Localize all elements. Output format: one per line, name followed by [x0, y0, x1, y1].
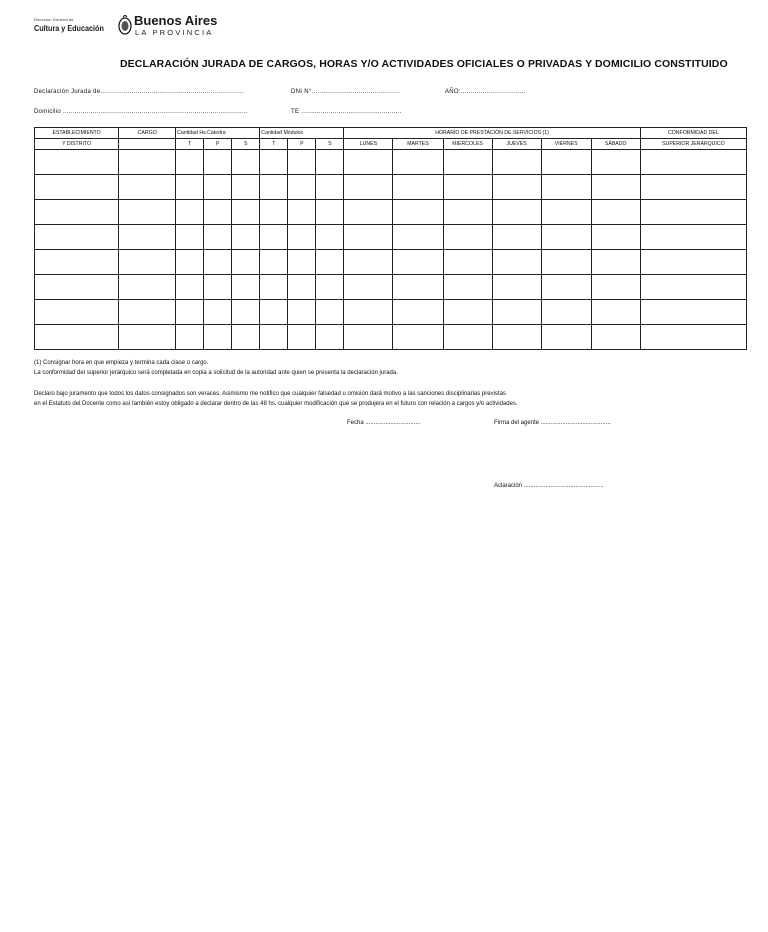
table-cell[interactable]	[640, 275, 746, 300]
table-cell[interactable]	[541, 175, 591, 200]
dni-field[interactable]: DNI N°.............................................	[291, 89, 401, 95]
table-cell[interactable]	[541, 250, 591, 275]
table-cell[interactable]	[492, 150, 541, 175]
table-cell[interactable]	[119, 325, 176, 350]
table-cell[interactable]	[541, 225, 591, 250]
table-cell[interactable]	[443, 200, 492, 225]
table-cell[interactable]	[492, 200, 541, 225]
table-cell[interactable]	[443, 175, 492, 200]
table-cell[interactable]	[204, 275, 232, 300]
table-cell[interactable]	[204, 300, 232, 325]
table-cell[interactable]	[541, 275, 591, 300]
col-cargo-blank	[119, 139, 176, 150]
table-cell[interactable]	[119, 250, 176, 275]
table-cell[interactable]	[232, 200, 260, 225]
table-cell[interactable]	[119, 225, 176, 250]
col-catedra-s: S	[232, 139, 260, 150]
table-cell[interactable]	[393, 275, 443, 300]
table-cell[interactable]	[591, 300, 640, 325]
table-cell[interactable]	[288, 250, 316, 275]
table-cell[interactable]	[393, 325, 443, 350]
col-modulos-s: S	[316, 139, 344, 150]
table-cell[interactable]	[344, 225, 393, 250]
col-catedra-p: P	[204, 139, 232, 150]
table-row	[35, 225, 747, 250]
note-1: (1) Consignar hora en que empieza y termina cada clase o cargo.	[34, 360, 209, 366]
table-row	[35, 300, 747, 325]
col-day-martes: MARTES	[393, 139, 443, 150]
table-cell[interactable]	[591, 225, 640, 250]
col-day-lunes: LUNES	[344, 139, 393, 150]
table-cell[interactable]	[393, 150, 443, 175]
table-cell[interactable]	[232, 150, 260, 175]
table-cell[interactable]	[204, 225, 232, 250]
table-cell[interactable]	[393, 250, 443, 275]
table-cell[interactable]	[35, 250, 119, 275]
col-cant-modulos: Cantidad Módulos	[260, 128, 344, 139]
col-superior: SUPERIOR JERÁRQUICO	[640, 139, 746, 150]
fecha-field[interactable]: Fecha .................................	[347, 420, 421, 426]
col-day-jueves: JUEVES	[492, 139, 541, 150]
table-row	[35, 175, 747, 200]
table-cell[interactable]	[316, 325, 344, 350]
table-cell[interactable]	[260, 325, 288, 350]
table-cell[interactable]	[541, 150, 591, 175]
table-cell[interactable]	[492, 325, 541, 350]
table-cell[interactable]	[232, 250, 260, 275]
table-cell[interactable]	[288, 175, 316, 200]
col-day-viernes: VIERNES	[541, 139, 591, 150]
table-cell[interactable]	[492, 300, 541, 325]
table-cell[interactable]	[232, 225, 260, 250]
table-row	[35, 200, 747, 225]
table-cell[interactable]	[232, 175, 260, 200]
table-cell[interactable]	[35, 200, 119, 225]
domicilio-field[interactable]: Domicilio ..............................................................................................	[34, 109, 248, 115]
table-cell[interactable]	[344, 300, 393, 325]
table-cell[interactable]	[35, 150, 119, 175]
anio-field[interactable]: AÑO:.................................	[445, 89, 526, 95]
table-cell[interactable]	[35, 175, 119, 200]
table-cell[interactable]	[591, 275, 640, 300]
table-cell[interactable]	[288, 200, 316, 225]
table-cell[interactable]	[393, 300, 443, 325]
table-cell[interactable]	[176, 200, 204, 225]
header-logo	[34, 14, 234, 40]
table-cell[interactable]	[288, 300, 316, 325]
table-cell[interactable]	[316, 275, 344, 300]
table-cell[interactable]	[260, 250, 288, 275]
table-cell[interactable]	[176, 275, 204, 300]
table-cell[interactable]	[119, 200, 176, 225]
col-modulos-p: P	[288, 139, 316, 150]
table-cell[interactable]	[176, 150, 204, 175]
table-cell[interactable]	[288, 225, 316, 250]
table-cell[interactable]	[316, 250, 344, 275]
table-cell[interactable]	[288, 325, 316, 350]
table-cell[interactable]	[591, 325, 640, 350]
table-cell[interactable]	[119, 275, 176, 300]
col-cargo: CARGO	[119, 128, 176, 139]
table-cell[interactable]	[443, 300, 492, 325]
logo-la-provincia: LA PROVINCIA	[135, 28, 214, 37]
table-cell[interactable]	[393, 175, 443, 200]
table-cell[interactable]	[204, 175, 232, 200]
table-header-row	[35, 128, 747, 139]
table-cell[interactable]	[119, 300, 176, 325]
logo-dg-main: Cultura y Educación	[34, 23, 104, 33]
table-cell[interactable]	[176, 225, 204, 250]
table-cell[interactable]	[443, 250, 492, 275]
table-cell[interactable]	[344, 175, 393, 200]
table-body	[35, 150, 747, 350]
table-cell[interactable]	[288, 275, 316, 300]
table-cell[interactable]	[344, 200, 393, 225]
table-cell[interactable]	[492, 275, 541, 300]
table-cell[interactable]	[35, 325, 119, 350]
table-cell[interactable]	[35, 225, 119, 250]
table-cell[interactable]	[260, 275, 288, 300]
table-cell[interactable]	[119, 175, 176, 200]
table-cell[interactable]	[591, 200, 640, 225]
table-cell[interactable]	[176, 250, 204, 275]
table-cell[interactable]	[443, 325, 492, 350]
table-cell[interactable]	[176, 325, 204, 350]
note-2: La conformidad del superior jerárquico será completada en copia a solicitud de la autoridad ante quien se presenta la declaración jurada.	[34, 370, 398, 376]
col-establecimiento: ESTABLECIMIENTO	[35, 128, 119, 139]
logo-dg-small: Dirección General de	[34, 17, 74, 22]
col-conformidad: CONFORMIDAD DEL	[640, 128, 746, 139]
table-cell[interactable]	[344, 150, 393, 175]
table-cell[interactable]	[316, 175, 344, 200]
table-cell[interactable]	[260, 225, 288, 250]
page-title: DECLARACIÓN JURADA DE CARGOS, HORAS Y/O ACTIVIDADES OFICIALES O PRIVADAS Y DOMICILIO CONSTITUIDO	[120, 58, 728, 70]
col-modulos-t: T	[260, 139, 288, 150]
table-cell[interactable]	[260, 200, 288, 225]
table-cell[interactable]	[260, 175, 288, 200]
table-cell[interactable]	[204, 150, 232, 175]
col-distrito: Y DISTRITO	[35, 139, 119, 150]
te-field[interactable]: TE ...................................................	[291, 109, 402, 115]
table-cell[interactable]	[640, 150, 746, 175]
declaracion-field[interactable]: Declaración Jurada de.........................................................................	[34, 89, 244, 95]
table-row	[35, 325, 747, 350]
col-horario: HORARIO DE PRESTACIÓN DE SERVICIOS (1)	[344, 128, 640, 139]
table-cell[interactable]	[443, 150, 492, 175]
table-cell[interactable]	[232, 300, 260, 325]
table-cell[interactable]	[35, 275, 119, 300]
table-cell[interactable]	[35, 300, 119, 325]
col-day-miercoles: MIÉRCOLES	[443, 139, 492, 150]
table-row	[35, 150, 747, 175]
logo-buenos-aires: Buenos Aires	[134, 13, 218, 28]
table-cell[interactable]	[316, 225, 344, 250]
cargos-table	[34, 127, 747, 350]
table-cell[interactable]	[393, 200, 443, 225]
table-row	[35, 275, 747, 300]
table-cell[interactable]	[204, 200, 232, 225]
table-row	[35, 250, 747, 275]
table-cell[interactable]	[443, 225, 492, 250]
firma-field[interactable]: Firma del agente ..........................................	[494, 420, 611, 426]
table-cell[interactable]	[344, 275, 393, 300]
table-cell[interactable]	[316, 300, 344, 325]
table-cell[interactable]	[204, 325, 232, 350]
table-cell[interactable]	[492, 250, 541, 275]
table-cell[interactable]	[591, 150, 640, 175]
table-cell[interactable]	[344, 250, 393, 275]
table-cell[interactable]	[344, 325, 393, 350]
table-cell[interactable]	[640, 325, 746, 350]
table-cell[interactable]	[232, 275, 260, 300]
table-cell[interactable]	[119, 150, 176, 175]
table-cell[interactable]	[232, 325, 260, 350]
table-cell[interactable]	[176, 300, 204, 325]
table-cell[interactable]	[204, 250, 232, 275]
note-4: en el Estatuto del Docente como así también estoy obligado a declarar dentro de las 48 hs. cualquier modificación que se produjera en el futuro con relación a cargos y/o actividades.	[34, 401, 518, 407]
table-cell[interactable]	[260, 300, 288, 325]
table-cell[interactable]	[591, 250, 640, 275]
aclaracion-field[interactable]: Aclaración ................................................	[494, 483, 604, 489]
table-cell[interactable]	[591, 175, 640, 200]
table-cell[interactable]	[492, 175, 541, 200]
note-3: Declaro bajo juramento que todos los datos consignados son veraces. Asimismo me notifico que cualquier falsedad u omisión dará motivo a las sanciones disciplinarias previstas	[34, 391, 506, 397]
table-cell[interactable]	[640, 200, 746, 225]
table-cell[interactable]	[260, 150, 288, 175]
col-cant-catedra: Cantidad Hs.Cátedra	[176, 128, 260, 139]
table-cell[interactable]	[640, 225, 746, 250]
col-catedra-t: T	[176, 139, 204, 150]
table-cell[interactable]	[541, 300, 591, 325]
table-cell[interactable]	[492, 225, 541, 250]
table-cell[interactable]	[541, 200, 591, 225]
table-cell[interactable]	[443, 275, 492, 300]
province-seal-icon	[118, 15, 132, 35]
table-cell[interactable]	[640, 300, 746, 325]
table-subheader-row	[35, 139, 747, 150]
table-cell[interactable]	[316, 200, 344, 225]
table-cell[interactable]	[288, 150, 316, 175]
table-cell[interactable]	[541, 325, 591, 350]
table-cell[interactable]	[316, 150, 344, 175]
table-cell[interactable]	[640, 250, 746, 275]
table-cell[interactable]	[393, 225, 443, 250]
table-cell[interactable]	[640, 175, 746, 200]
table-cell[interactable]	[176, 175, 204, 200]
col-day-sabado: SÁBADO	[591, 139, 640, 150]
